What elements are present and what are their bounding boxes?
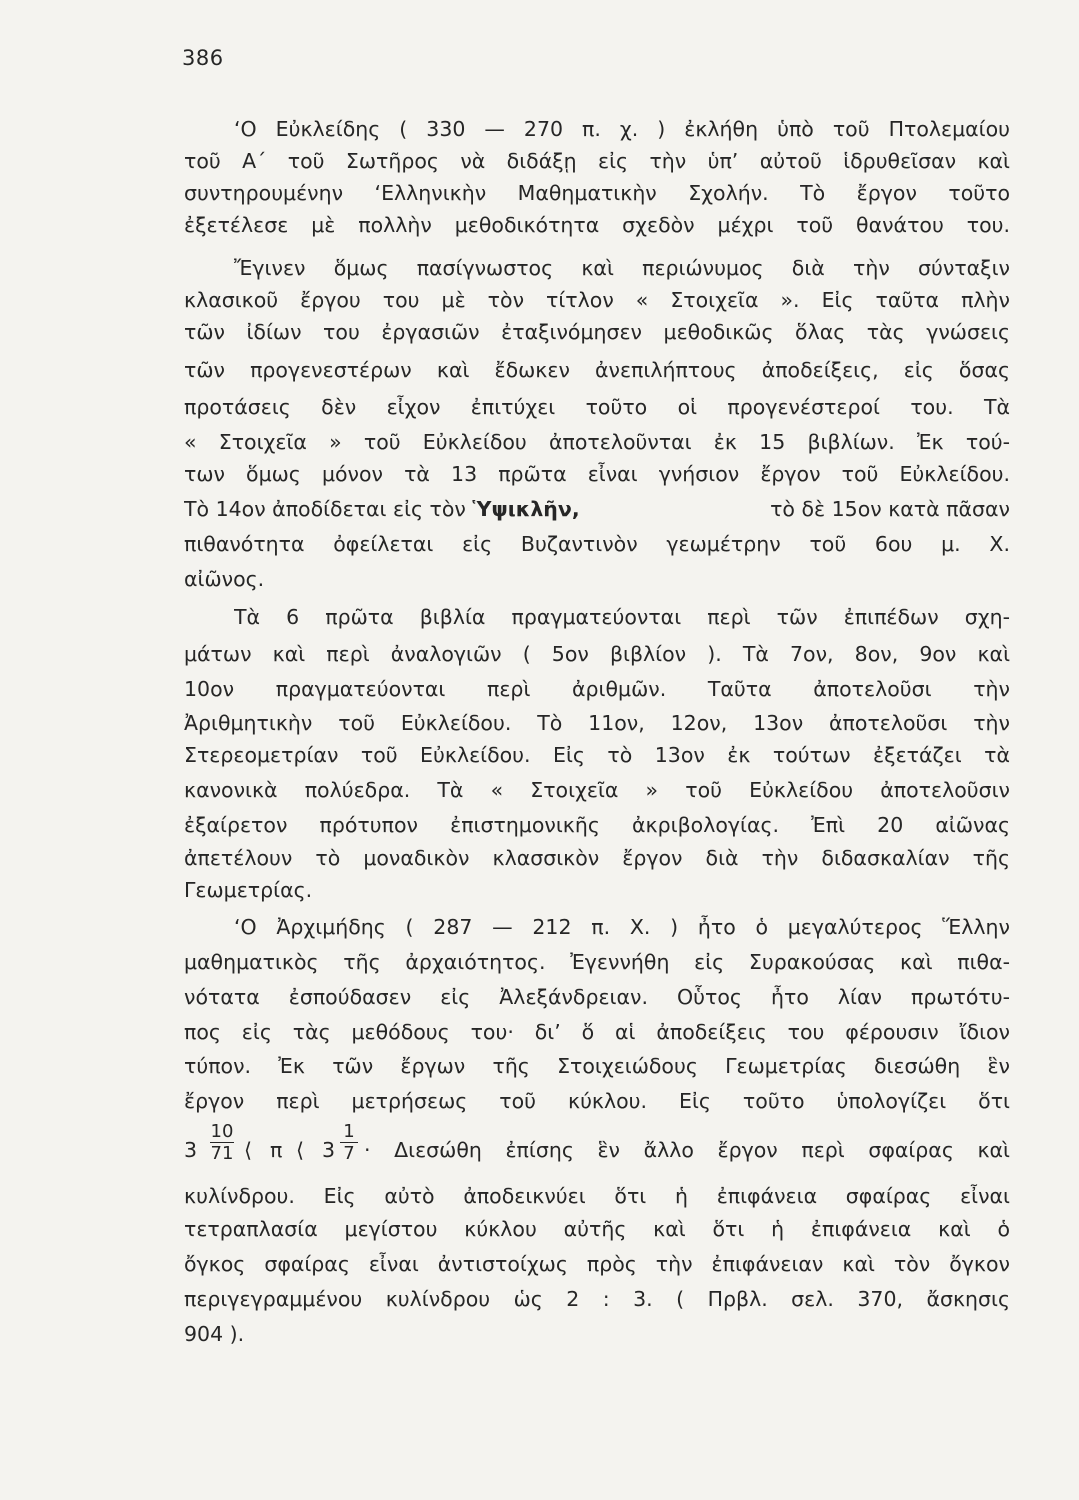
text-line: τῶν ἰδίων του ἐργασιῶν ἐταξινόμησεν μεθοδικῶς ὅλας τὰς γνώσεις — [184, 320, 1010, 344]
page-number: 386 — [182, 46, 224, 70]
integer-part: 3 — [322, 1138, 336, 1162]
text-line: Στερεομετρίαν τοῦ Εὐκλείδου. Εἰς τὸ 13ον ἐκ τούτων ἐξετάζει τὰ — [184, 743, 1010, 767]
text-line: νότατα ἐσπούδασεν εἰς Ἀλεξάνδρειαν. Οὗτος ἦτο λίαν πρωτότυ- — [184, 985, 1010, 1009]
text-line: « Στοιχεῖα » τοῦ Εὐκλείδου ἀποτελοῦνται ἐκ 15 βιβλίων. Ἐκ τού- — [184, 430, 1010, 454]
text-segment: τὸ δὲ 15ον κατὰ πᾶσαν — [770, 497, 1010, 521]
text-line: Ἔγινεν ὅμως πασίγνωστος καὶ περιώνυμος διὰ τὴν σύνταξιν — [234, 256, 1010, 280]
text-line: πιθανότητα ὀφείλεται εἰς Βυζαντινὸν γεωμέτρην τοῦ 6ου μ. Χ. — [184, 532, 1010, 556]
text-line: Γεωμετρίας. — [184, 878, 313, 902]
pi-symbol: π — [270, 1138, 283, 1162]
text-line: μαθηματικὸς τῆς ἀρχαιότητος. Ἐγεννήθη εἰς Συρακούσας καὶ πιθα- — [184, 950, 1010, 974]
text-line: ἐξαίρετον πρότυπον ἐπιστημονικῆς ἀκριβολογίας. Ἐπὶ 20 αἰῶνας — [184, 813, 1010, 837]
text-line: αἰῶνος. — [184, 567, 265, 591]
text-line: ἀπετέλουν τὸ μοναδικὸν κλασσικὸν ἔργον διὰ τὴν διδασκαλίαν τῆς — [184, 846, 1010, 870]
text-line: κλασικοῦ ἔργου του μὲ τὸν τίτλον « Στοιχεῖα ». Εἰς ταῦτα πλὴν — [184, 288, 1010, 312]
text-line: κανονικὰ πολύεδρα. Τὰ « Στοιχεῖα » τοῦ Εὐκλείδου ἀποτελοῦσιν — [184, 778, 1010, 802]
text-line: ὄγκος σφαίρας εἶναι ἀντιστοίχως πρὸς τὴν ἐπιφάνειαν καὶ τὸν ὄγκον — [184, 1252, 1010, 1276]
text-line: ‘Ο Εὐκλείδης ( 330 — 270 π. χ. ) ἐκλήθη ὑπὸ τοῦ Πτολεμαίου — [234, 117, 1010, 141]
text-line: τετραπλασία μεγίστου κύκλου αὐτῆς καὶ ὅτι ἡ ἐπιφάνεια καὶ ὁ — [184, 1217, 1010, 1241]
text-line: ἔργον περὶ μετρήσεως τοῦ κύκλου. Εἰς τοῦτο ὑπολογίζει ὅτι — [184, 1089, 1010, 1113]
text-line: κυλίνδρου. Εἰς αὐτὸ ἀποδεικνύει ὅτι ἡ ἐπιφάνεια σφαίρας εἶναι — [184, 1184, 1010, 1208]
integer-part: 3 — [184, 1138, 198, 1162]
text-line: ἐξετέλεσε μὲ πολλὴν μεθοδικότητα σχεδὸν μέχρι τοῦ θανάτου του. — [184, 213, 1010, 237]
text-line: τῶν προγενεστέρων καὶ ἔδωκεν ἀνεπιλήπτους ἀποδείξεις, εἰς ὅσας — [184, 358, 1010, 382]
text-line: 904 ). — [184, 1322, 245, 1346]
text-line: συντηρουμένην ‘Ελληνικὴν Μαθηματικὴν Σχολήν. Τὸ ἔργον τοῦτο — [184, 181, 1010, 205]
fraction-numerator: 1 — [340, 1122, 358, 1143]
text-line: των ὅμως μόνον τὰ 13 πρῶτα εἶναι γνήσιον ἔργον τοῦ Εὐκλείδου. — [184, 462, 1010, 486]
text-line: περιγεγραμμένου κυλίνδρου ὡς 2 : 3. ( Πρβλ. σελ. 370, ἄσκησις — [184, 1287, 1010, 1311]
text-line: μάτων καὶ περὶ ἀναλογιῶν ( 5ον βιβλίον ). Τὰ 7ον, 8ον, 9ον καὶ — [184, 642, 1010, 666]
text-line: 10ον πραγματεύονται περὶ ἀριθμῶν. Ταῦτα ἀποτελοῦσι τὴν — [184, 677, 1010, 701]
fraction-10-71 — [210, 1122, 234, 1165]
text-segment: Τὸ 14ον ἀποδίδεται εἰς τὸν — [184, 497, 466, 521]
fraction-1-7 — [340, 1122, 358, 1165]
relation-symbol: ⟨ — [244, 1138, 252, 1162]
fraction-numerator: 10 — [210, 1121, 234, 1142]
text-line: τοῦ Α΄ τοῦ Σωτῆρος νὰ διδάξῃ εἰς τὴν ὑπ’ αὐτοῦ ἱδρυθεῖσαν καὶ — [184, 149, 1010, 173]
fraction-denominator: 71 — [210, 1143, 234, 1164]
fraction-denominator: 7 — [343, 1143, 355, 1164]
text-line: πος εἰς τὰς μεθόδους του· δι’ ὅ αἱ ἀποδείξεις του φέρουσιν ἴδιον — [184, 1020, 1010, 1044]
name-hypsicles: Ὑψικλῆν, — [472, 497, 580, 521]
text-line-mixed — [184, 493, 1010, 525]
relation-symbol: ⟨ — [296, 1138, 304, 1162]
text-line: ‘Ο Ἀρχιμήδης ( 287 — 212 π. Χ. ) ἦτο ὁ μεγαλύτερος Ἕλλην — [234, 915, 1010, 939]
text-line: Τὰ 6 πρῶτα βιβλία πραγματεύονται περὶ τῶν ἐπιπέδων σχη- — [234, 605, 1010, 629]
text-segment: · Διεσώθη ἐπίσης ἓν ἄλλο ἔργον περὶ σφαίρας καὶ — [364, 1138, 1010, 1162]
text-line: τύπον. Ἐκ τῶν ἔργων τῆς Στοιχειώδους Γεωμετρίας διεσώθη ἓν — [184, 1054, 1010, 1078]
text-line: Ἀριθμητικὴν τοῦ Εὐκλείδου. Τὸ 11ον, 12ον, 13ον ἀποτελοῦσι τὴν — [184, 711, 1010, 735]
pi-bounds-formula — [184, 1122, 1010, 1186]
text-line: προτάσεις δὲν εἶχον ἐπιτύχει τοῦτο οἱ προγενέστεροί του. Τὰ — [184, 395, 1010, 419]
